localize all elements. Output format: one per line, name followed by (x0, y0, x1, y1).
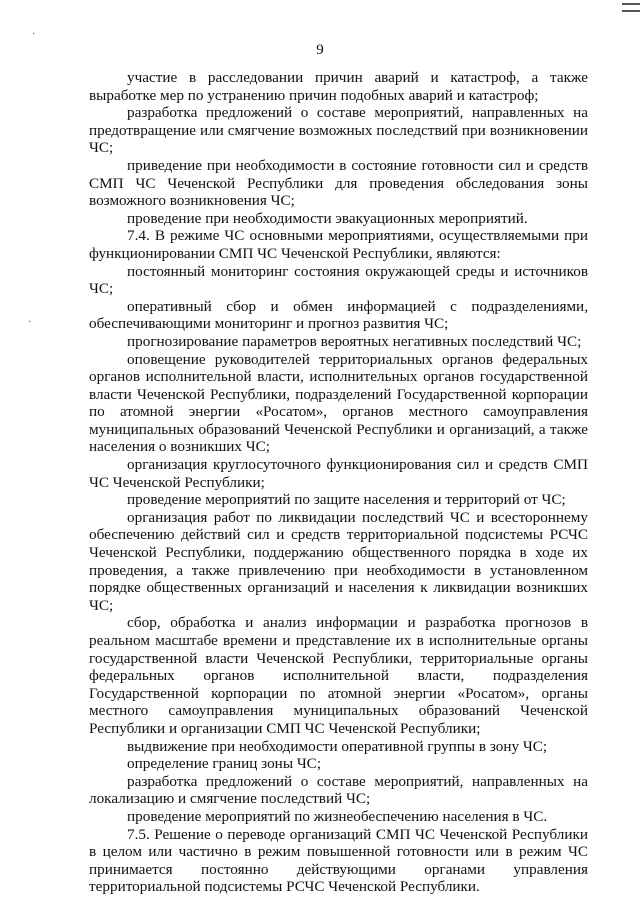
paragraph: постоянный мониторинг состояния окружающей среды и источников ЧС; (89, 262, 588, 298)
paragraph: определение границ зоны ЧС; (127, 755, 322, 773)
paragraph: участие в расследовании причин аварий и катастроф, а также выработке мер по устранению причин подобных аварий и катастроф; (89, 69, 588, 104)
page-number: 9 (316, 42, 324, 58)
paragraph: проведение мероприятий по жизнеобеспечению населения в ЧС. (127, 807, 548, 825)
paragraph: 7.5. Решение о переводе организаций СМП ЧС Чеченской Республики в целом или частично в режим повышенной готовности или в режим ЧС принимается постоянно действующими органами управления территориальной подсистемы РСЧС Чеченской Республики. (89, 825, 588, 896)
scan-corner-mark (622, 0, 640, 14)
paragraph: разработка предложений о составе мероприятий, направленных на локализацию и смягчение последствий ЧС; (89, 772, 588, 808)
scan-mark-line (622, 3, 640, 5)
scan-mark-line (622, 10, 640, 12)
paragraph: выдвижение при необходимости оперативной группы в зону ЧС; (127, 737, 548, 755)
document-body (89, 69, 588, 896)
paragraph: проведение при необходимости эвакуационных мероприятий. (127, 209, 528, 227)
paragraph: 7.4. В режиме ЧС основными мероприятиями, осуществляемыми при функционировании СМП ЧС Чеченской Республики, являются: (89, 227, 588, 262)
paragraph: организация круглосуточного функционирования сил и средств СМП ЧС Чеченской Республики; (89, 456, 588, 491)
paragraph: разработка предложений о составе мероприятий, направленных на предотвращение или смягчение возможных последствий при возникновении ЧС; (89, 104, 588, 157)
paragraph: оповещение руководителей территориальных органов федеральных органов исполнительной власти, исполнительных органов государственной власти Чеченской Республики, подразделений Государственной корпорации по атомной энергии «Росатом», органов местного самоуправления муниципальных образований Чеченской Республики и организаций, а также населения о возникших ЧС; (89, 350, 588, 456)
paragraph: сбор, обработка и анализ информации и разработка прогнозов в реальном масштабе времени и представление их в исполнительные органы государственной власти Чеченской Республики, территориальные органы федеральных органов исполнительной власти, подразделения Государственной корпорации по атомной энергии «Росатом», органы местного самоуправления муниципальных образований Чеченской Республики и организации СМП ЧС Чеченской Республики; (89, 614, 588, 737)
paragraph: оперативный сбор и обмен информацией с подразделениями, обеспечивающими мониторинг и прогноз развития ЧС; (89, 297, 588, 333)
paragraph: приведение при необходимости в состояние готовности сил и средств СМП ЧС Чеченской Республики для проведения обследования зоны возможного возникновения ЧС; (89, 156, 588, 210)
paragraph: организация работ по ликвидации последствий ЧС и всестороннему обеспечению действий сил и средств территориальной подсистемы РСЧС Чеченской Республики, поддержанию общественного порядка в ходе их проведения, а также привлечению при необходимости в установленном порядке общественных организаций и населения к ликвидации возникших ЧС; (89, 508, 588, 614)
scan-margin-dot: · (28, 317, 32, 328)
scan-margin-dot: · (32, 29, 36, 40)
paragraph: прогнозирование параметров вероятных негативных последствий ЧС; (127, 332, 582, 350)
paragraph: проведение мероприятий по защите населения и территорий от ЧС; (127, 491, 566, 509)
